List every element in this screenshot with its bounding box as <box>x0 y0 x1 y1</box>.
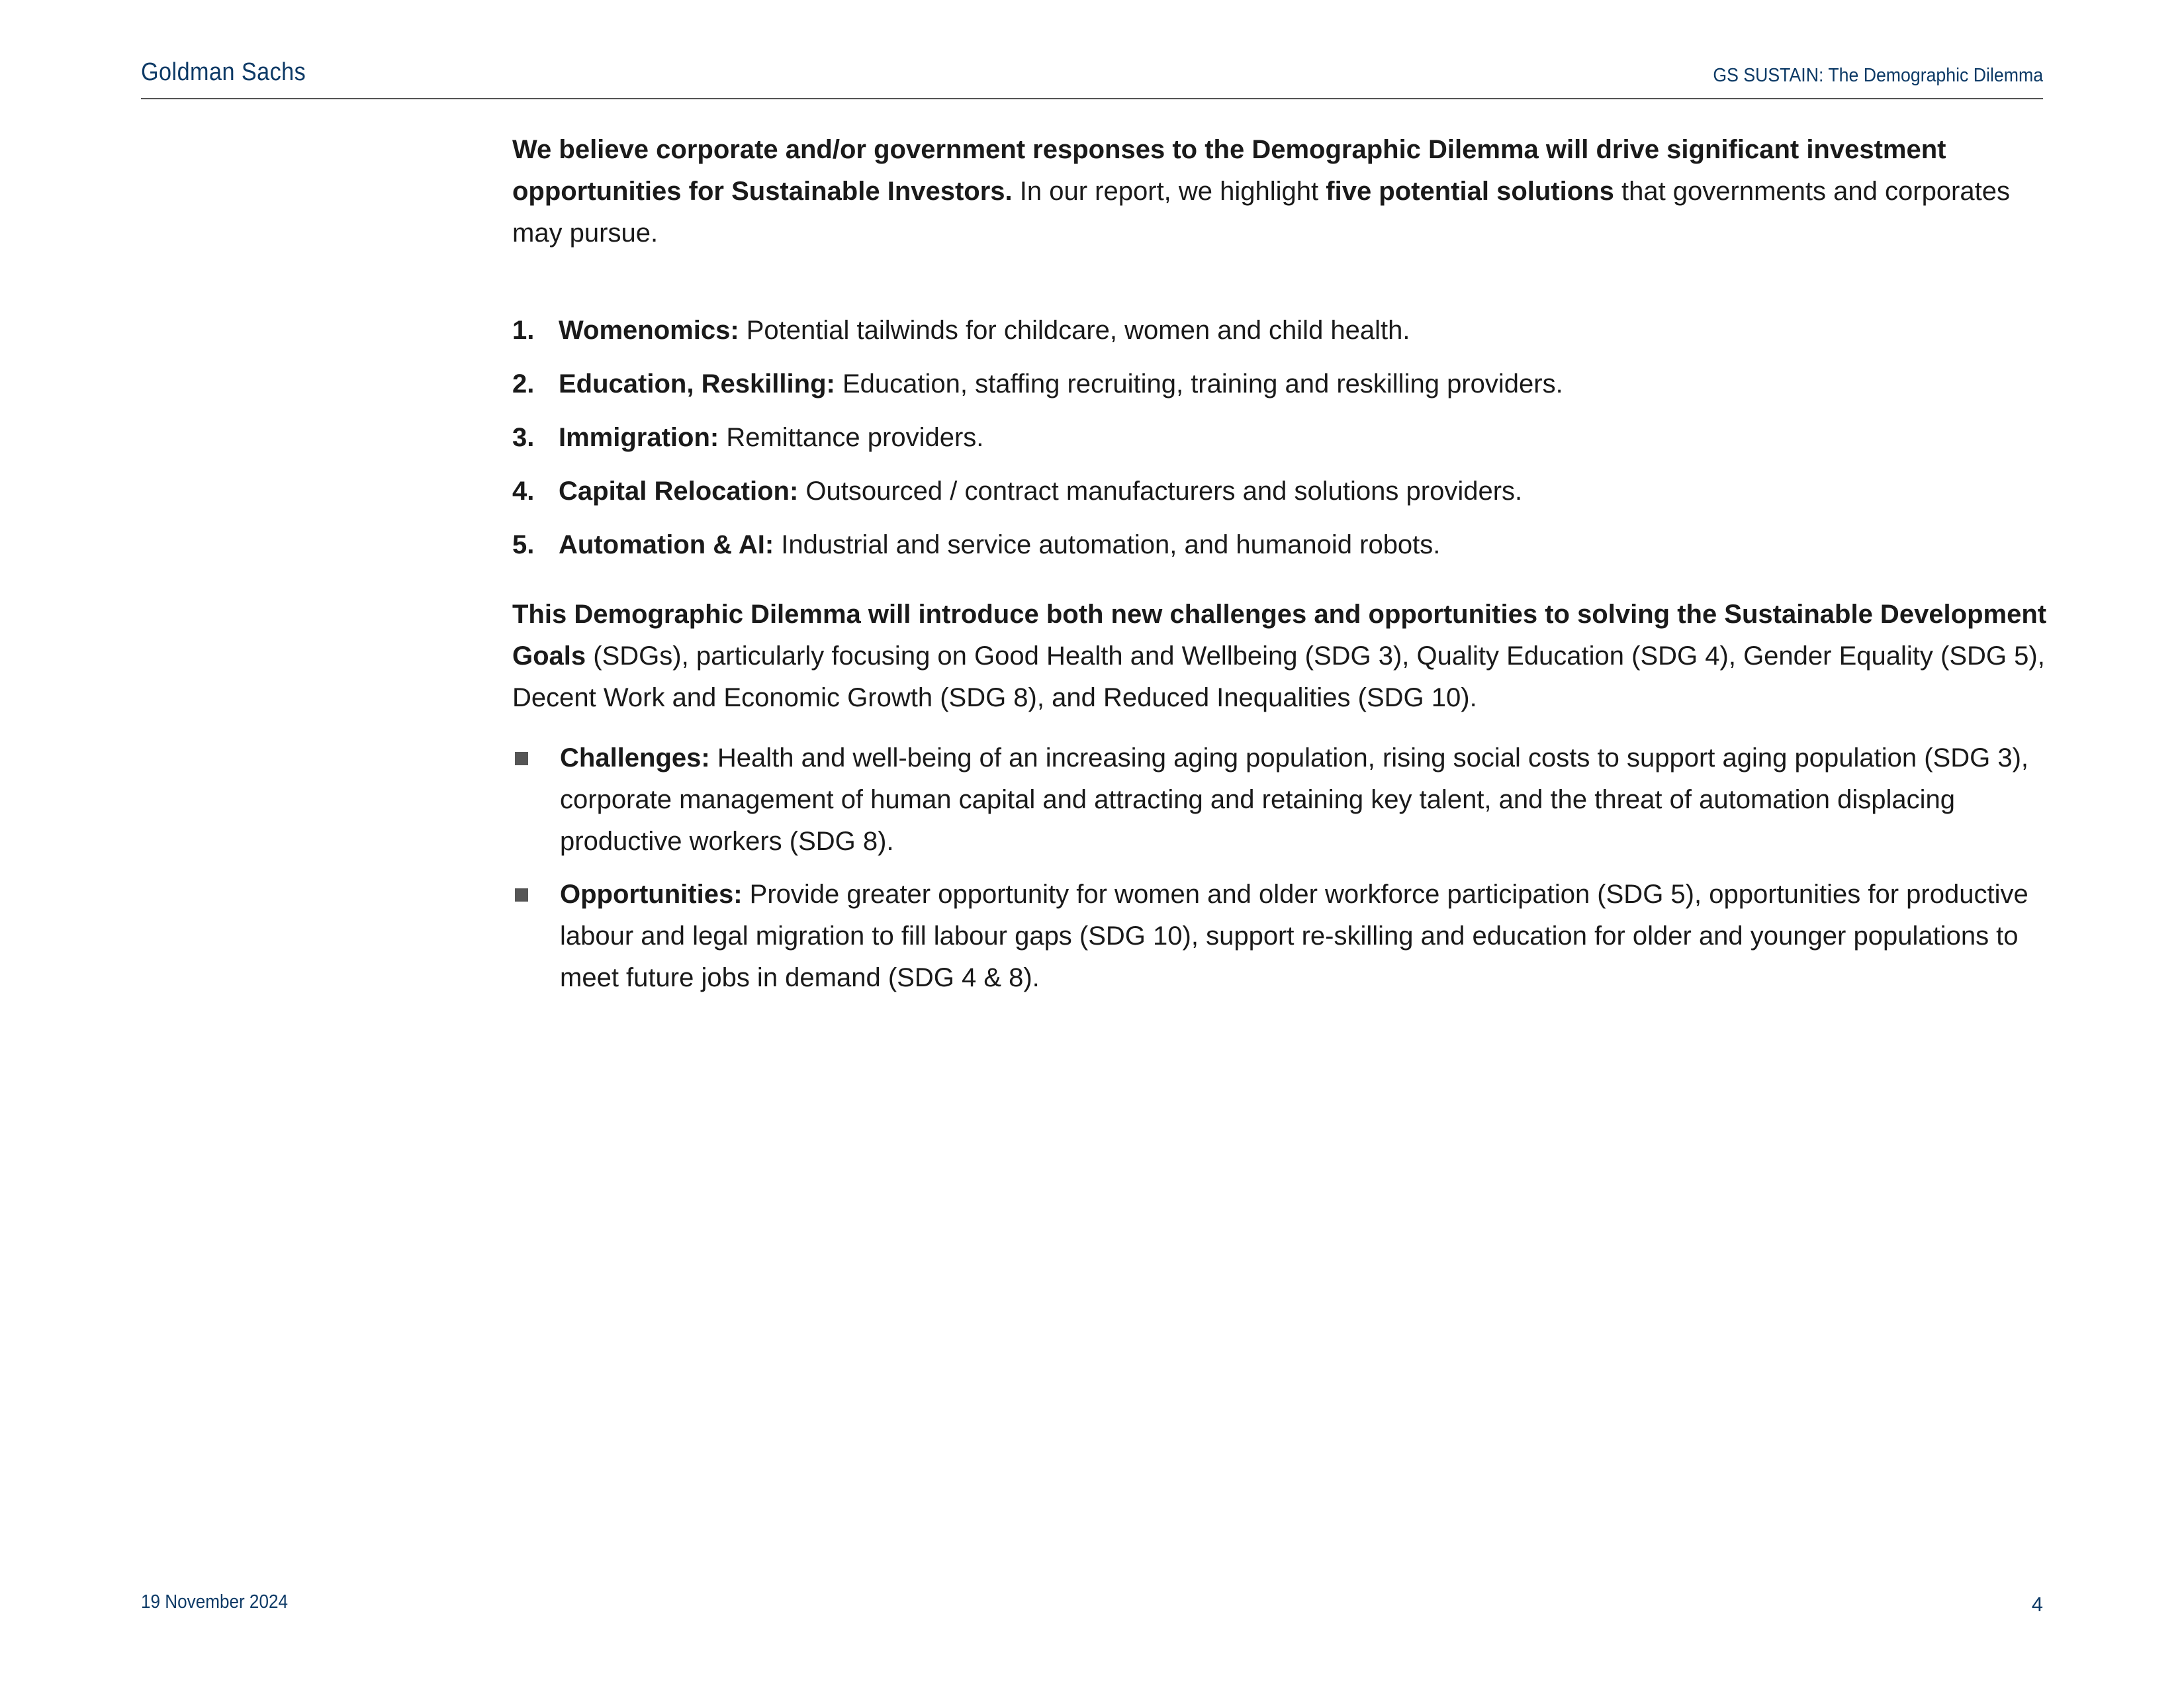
solution-number: 5. <box>512 530 535 559</box>
publication-date: 19 November 2024 <box>141 1591 288 1613</box>
bullet-text: Health and well-being of an increasing aging population, rising social costs to support aging population (SDG 3), corporate management of human capital and attracting and retaining key talent, and the threat of automation displacing productive workers (SDG 8). <box>560 743 2029 856</box>
bullet-label: Opportunities: <box>560 880 743 909</box>
solution-item <box>512 471 2048 512</box>
solution-text: Outsourced / contract manufacturers and solutions providers. <box>798 477 1523 506</box>
bullet-label: Challenges: <box>560 743 710 773</box>
solution-number: 4. <box>512 477 535 506</box>
solution-text: Potential tailwinds for childcare, women and child health. <box>739 316 1410 345</box>
solution-item <box>512 524 2048 566</box>
page-number: 4 <box>2031 1593 2043 1616</box>
solution-item <box>512 417 2048 459</box>
square-bullet-icon <box>515 752 528 765</box>
solution-number: 1. <box>512 316 535 345</box>
solution-label: Capital Relocation: <box>559 477 799 506</box>
sdg-bold-lead: This Demographic Dilemma will introduce both new challenges and opportunities to solving the Sustainable Development Goals <box>512 600 2047 671</box>
solutions-list <box>512 310 2048 566</box>
intro-paragraph <box>512 129 2048 254</box>
brand-name: Goldman Sachs <box>141 58 306 86</box>
header-divider <box>141 98 2043 99</box>
solution-item <box>512 363 2048 405</box>
intro-bold-lead: We believe corporate and/or government responses to the Demographic Dilemma will drive significant investment opportunities for Sustainable Investors. <box>512 135 1946 206</box>
solution-label: Immigration: <box>559 423 719 452</box>
page-content <box>512 129 2048 1010</box>
sdg-paragraph <box>512 594 2048 719</box>
intro-text-2: that governments and corporates may pursue. <box>512 177 2010 248</box>
solution-label: Automation & AI: <box>559 530 774 559</box>
solution-number: 2. <box>512 369 535 399</box>
solution-number: 3. <box>512 423 535 452</box>
solution-item <box>512 310 2048 352</box>
solution-text: Education, staffing recruiting, training and reskilling providers. <box>835 369 1563 399</box>
report-title: GS SUSTAIN: The Demographic Dilemma <box>1713 65 2043 86</box>
sdg-text: (SDGs), particularly focusing on Good Health and Wellbeing (SDG 3), Quality Education (SDG 4), Gender Equality (SDG 5), Decent Work and Economic Growth (SDG 8), and Reduced Inequalities (SDG 10). <box>512 641 2045 712</box>
bullet-item-opportunities <box>512 874 2048 999</box>
challenges-opportunities-list <box>512 737 2048 999</box>
bullet-item-challenges <box>512 737 2048 863</box>
intro-text-1: In our report, we highlight <box>1012 177 1326 206</box>
intro-bold-mid: five potential solutions <box>1326 177 1614 206</box>
solution-label: Education, Reskilling: <box>559 369 835 399</box>
solution-label: Womenomics: <box>559 316 739 345</box>
solution-text: Industrial and service automation, and humanoid robots. <box>774 530 1441 559</box>
solution-text: Remittance providers. <box>719 423 984 452</box>
square-bullet-icon <box>515 888 528 902</box>
bullet-text: Provide greater opportunity for women and older workforce participation (SDG 5), opportunities for productive labour and legal migration to fill labour gaps (SDG 10), support re-skilling and education for older and younger populations to meet future jobs in demand (SDG 4 & 8). <box>560 880 2028 992</box>
